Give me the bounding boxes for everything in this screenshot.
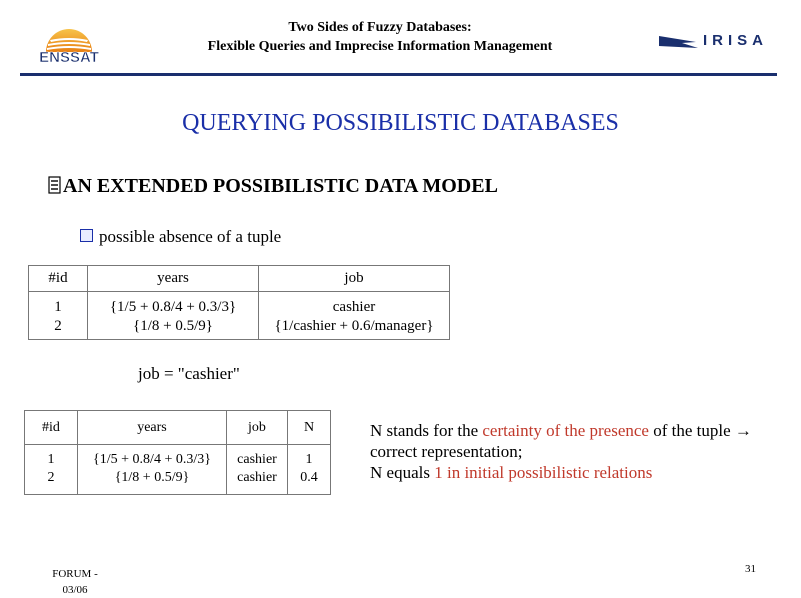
enssat-logo-text: ENSSAT	[39, 49, 99, 66]
note-highlight: certainty of the presence	[482, 421, 649, 440]
note-text: of the tuple	[648, 421, 735, 440]
n-cell	[288, 445, 331, 495]
header-divider	[20, 73, 777, 76]
table-cell: 1	[305, 452, 313, 467]
years-cell	[78, 445, 227, 495]
table-body-row	[25, 445, 331, 495]
table-header-cell: years	[88, 266, 259, 292]
table-header-cell: #id	[25, 411, 78, 445]
id-cell	[25, 445, 78, 495]
note-text: N stands for the	[370, 421, 483, 440]
note-highlight: 1 in initial possibilistic relations	[434, 463, 653, 482]
table-cell: 1	[47, 452, 55, 467]
footer-label	[40, 566, 110, 598]
sub-bullet	[80, 227, 281, 247]
sub-bullet-text: possible absence of a tuple	[99, 227, 282, 246]
footer-line: 03/06	[62, 584, 88, 596]
table-cell: {1/5 + 0.8/4 + 0.3/3}	[109, 299, 237, 315]
table-header-cell: years	[78, 411, 227, 445]
table-cell: cashier	[237, 470, 277, 485]
table-header-cell: N	[288, 411, 331, 445]
table-cell: {1/5 + 0.8/4 + 0.3/3}	[93, 452, 211, 467]
possibilistic-table	[28, 265, 450, 340]
header-title	[130, 18, 630, 56]
job-cell	[259, 292, 450, 340]
table-cell: {1/cashier + 0.6/manager}	[274, 318, 434, 334]
irisa-logo-text: IRISA	[703, 32, 769, 49]
table-cell: cashier	[237, 452, 277, 467]
table-cell: 2	[47, 470, 55, 485]
table-cell: {1/8 + 0.5/9}	[133, 318, 213, 334]
explanation-note	[370, 420, 770, 483]
query-result-table	[24, 410, 331, 495]
header-title-line1: Two Sides of Fuzzy Databases:	[288, 20, 472, 35]
section-heading-text: AN EXTENDED POSSIBILISTIC DATA MODEL	[63, 175, 498, 197]
note-text: correct representation;	[370, 442, 523, 461]
checkbox-bullet-icon	[80, 229, 93, 242]
id-cell	[29, 292, 88, 340]
table-body-row	[29, 292, 450, 340]
note-text: N equals	[370, 463, 435, 482]
table-cell: 1	[54, 299, 62, 315]
arrow-icon: →	[734, 421, 752, 440]
header-title-line2: Flexible Queries and Imprecise Information Management	[207, 39, 553, 54]
job-cell	[227, 445, 288, 495]
table-header-cell: job	[227, 411, 288, 445]
table-cell: cashier	[332, 299, 376, 315]
years-cell	[88, 292, 259, 340]
table-header-row	[25, 411, 331, 445]
table-header-cell: #id	[29, 266, 88, 292]
footer-line: FORUM -	[52, 568, 98, 580]
query-condition: job = "cashier"	[138, 364, 240, 383]
bullet-icon	[48, 176, 61, 194]
table-header-row	[29, 266, 450, 292]
flag-icon	[658, 34, 702, 52]
irisa-logo	[658, 32, 778, 54]
table-cell: {1/8 + 0.5/9}	[114, 470, 190, 485]
table-cell: 0.4	[300, 470, 318, 485]
enssat-logo	[28, 18, 110, 68]
table-header-cell: job	[259, 266, 450, 292]
slide-title: QUERYING POSSIBILISTIC DATABASES	[182, 110, 619, 136]
table-cell: 2	[54, 318, 62, 334]
sun-logo-icon	[28, 18, 110, 68]
section-heading	[48, 175, 498, 198]
page-number: 31	[745, 563, 756, 575]
